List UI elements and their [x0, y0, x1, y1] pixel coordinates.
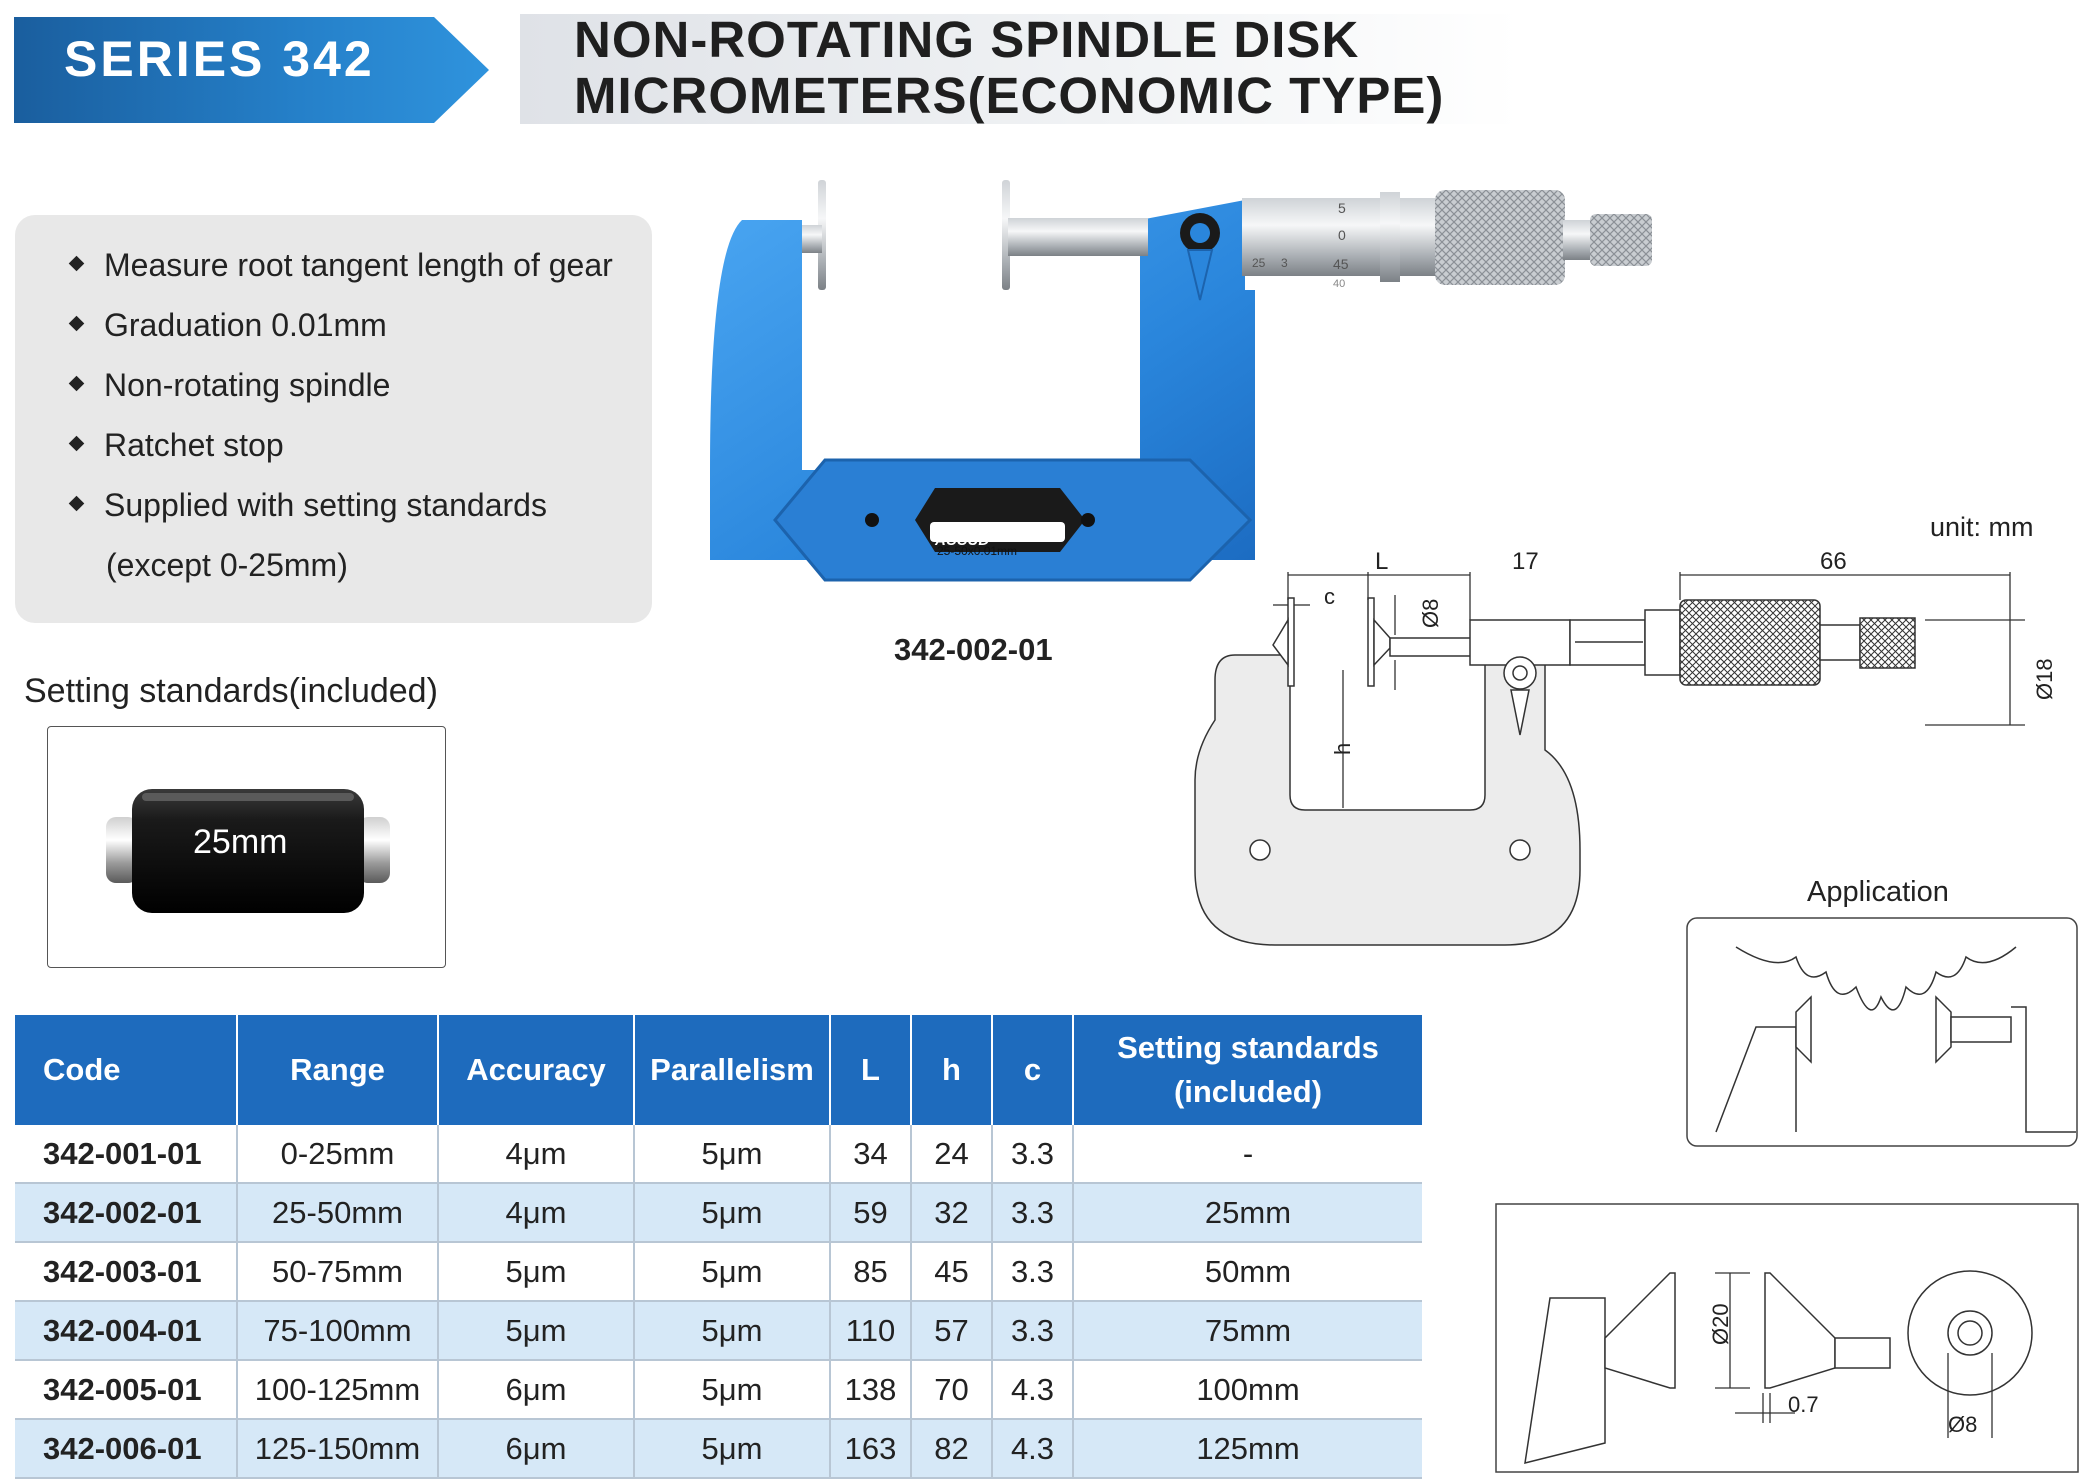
cell-range: 0-25mm: [237, 1125, 438, 1183]
application-diagram: [1686, 917, 2080, 1150]
column-header-accuracy: Accuracy: [438, 1015, 634, 1125]
cell-c: 3.3: [992, 1301, 1073, 1360]
cell-setting-standard: 75mm: [1073, 1301, 1422, 1360]
micrometer-product-image: [690, 170, 1670, 610]
cell-h: 45: [911, 1242, 992, 1301]
cell-code: 342-001-01: [15, 1125, 237, 1183]
cell-parallelism: 5μm: [634, 1360, 830, 1419]
table-row: [15, 1419, 1422, 1478]
setting-standard-frame: [47, 726, 446, 968]
brand-logo: ACCUD: [935, 532, 990, 549]
cell-setting-standard: 100mm: [1073, 1360, 1422, 1419]
cell-h: 24: [911, 1125, 992, 1183]
cell-range: 75-100mm: [237, 1301, 438, 1360]
column-header-range: Range: [237, 1015, 438, 1125]
cell-code: 342-003-01: [15, 1242, 237, 1301]
table-row: [15, 1183, 1422, 1242]
thimble-number: 40: [1333, 278, 1346, 290]
disk-detail-drawing: [1495, 1203, 2080, 1475]
bullet-diamond-icon: [69, 316, 85, 332]
cell-accuracy: 6μm: [438, 1419, 634, 1478]
thimble-number: 5: [1338, 200, 1346, 216]
thimble-number: 45: [1333, 256, 1349, 272]
spec-table: [15, 1015, 1422, 1479]
dim-label-d18: Ø18: [2032, 658, 2057, 700]
cell-parallelism: 5μm: [634, 1125, 830, 1183]
cell-c: 4.3: [992, 1360, 1073, 1419]
column-header-h: h: [911, 1015, 992, 1125]
column-header-L: L: [830, 1015, 911, 1125]
cell-code: 342-002-01: [15, 1183, 237, 1242]
feature-item: Ratchet stop: [71, 427, 284, 464]
detail-label-0-7: 0.7: [1788, 1392, 1819, 1417]
bullet-diamond-icon: [69, 436, 85, 452]
cell-c: 4.3: [992, 1419, 1073, 1478]
cell-accuracy: 5μm: [438, 1242, 634, 1301]
cell-h: 82: [911, 1419, 992, 1478]
feature-item: Supplied with setting standards: [71, 487, 547, 524]
dim-label-d8: Ø8: [1418, 598, 1443, 628]
cell-accuracy: 5μm: [438, 1301, 634, 1360]
cell-h: 70: [911, 1360, 992, 1419]
cell-c: 3.3: [992, 1242, 1073, 1301]
cell-c: 3.3: [992, 1183, 1073, 1242]
dim-label-c: c: [1324, 584, 1335, 609]
cell-parallelism: 5μm: [634, 1419, 830, 1478]
cell-accuracy: 4μm: [438, 1125, 634, 1183]
dim-label-h: h: [1330, 742, 1355, 755]
cell-setting-standard: 50mm: [1073, 1242, 1422, 1301]
cell-L: 110: [830, 1301, 911, 1360]
cell-setting-standard: 125mm: [1073, 1419, 1422, 1478]
product-caption: 342-002-01: [894, 632, 1053, 667]
features-box: [15, 215, 652, 623]
cell-range: 100-125mm: [237, 1360, 438, 1419]
application-label: Application: [1807, 876, 1949, 908]
feature-continuation: (except 0-25mm): [106, 547, 348, 583]
feature-item: Non-rotating spindle: [71, 367, 390, 404]
dim-label-66: 66: [1820, 548, 1847, 575]
cell-L: 59: [830, 1183, 911, 1242]
cell-h: 32: [911, 1183, 992, 1242]
table-row: [15, 1242, 1422, 1301]
cell-L: 85: [830, 1242, 911, 1301]
table-row: [15, 1125, 1422, 1183]
cell-code: 342-006-01: [15, 1419, 237, 1478]
cell-h: 57: [911, 1301, 992, 1360]
cell-L: 34: [830, 1125, 911, 1183]
dim-label-L: L: [1375, 548, 1389, 575]
bullet-diamond-icon: [69, 376, 85, 392]
bullet-diamond-icon: [69, 496, 85, 512]
thimble-number: 0: [1338, 227, 1346, 243]
column-header-parallelism: Parallelism: [634, 1015, 830, 1125]
setting-standard-label: 25mm: [193, 823, 288, 861]
table-header-row: [15, 1015, 1422, 1125]
sleeve-number: 3: [1281, 256, 1288, 270]
cell-setting-standard: 25mm: [1073, 1183, 1422, 1242]
cell-c: 3.3: [992, 1125, 1073, 1183]
cell-accuracy: 6μm: [438, 1360, 634, 1419]
product-plate-text: 25-50x0.01mm: [937, 544, 1018, 558]
column-header-setting-standards: Setting standards (included): [1073, 1015, 1422, 1125]
table-row: [15, 1360, 1422, 1419]
cell-parallelism: 5μm: [634, 1242, 830, 1301]
cell-L: 163: [830, 1419, 911, 1478]
dim-label-17: 17: [1512, 548, 1539, 575]
column-header-code: Code: [15, 1015, 237, 1125]
unit-label: unit: mm: [1930, 512, 2034, 542]
cell-range: 125-150mm: [237, 1419, 438, 1478]
cell-accuracy: 4μm: [438, 1183, 634, 1242]
detail-label-d20: Ø20: [1708, 1303, 1733, 1345]
column-header-c: c: [992, 1015, 1073, 1125]
table-row: [15, 1301, 1422, 1360]
cell-range: 25-50mm: [237, 1183, 438, 1242]
feature-item: Measure root tangent length of gear: [71, 247, 613, 284]
cell-code: 342-005-01: [15, 1360, 237, 1419]
feature-item: Graduation 0.01mm: [71, 307, 387, 344]
series-title: SERIES 342: [64, 31, 375, 87]
sleeve-number: 25: [1252, 256, 1266, 270]
setting-standards-title: Setting standards(included): [24, 672, 438, 710]
page-title-line2: MICROMETERS(ECONOMIC TYPE): [574, 67, 1445, 124]
cell-parallelism: 5μm: [634, 1183, 830, 1242]
cell-L: 138: [830, 1360, 911, 1419]
cell-code: 342-004-01: [15, 1301, 237, 1360]
cell-setting-standard: -: [1073, 1125, 1422, 1183]
cell-parallelism: 5μm: [634, 1301, 830, 1360]
cell-range: 50-75mm: [237, 1242, 438, 1301]
bullet-diamond-icon: [69, 256, 85, 272]
page-title-line1: NON-ROTATING SPINDLE DISK: [574, 11, 1360, 68]
detail-label-d8: Ø8: [1948, 1412, 1978, 1437]
